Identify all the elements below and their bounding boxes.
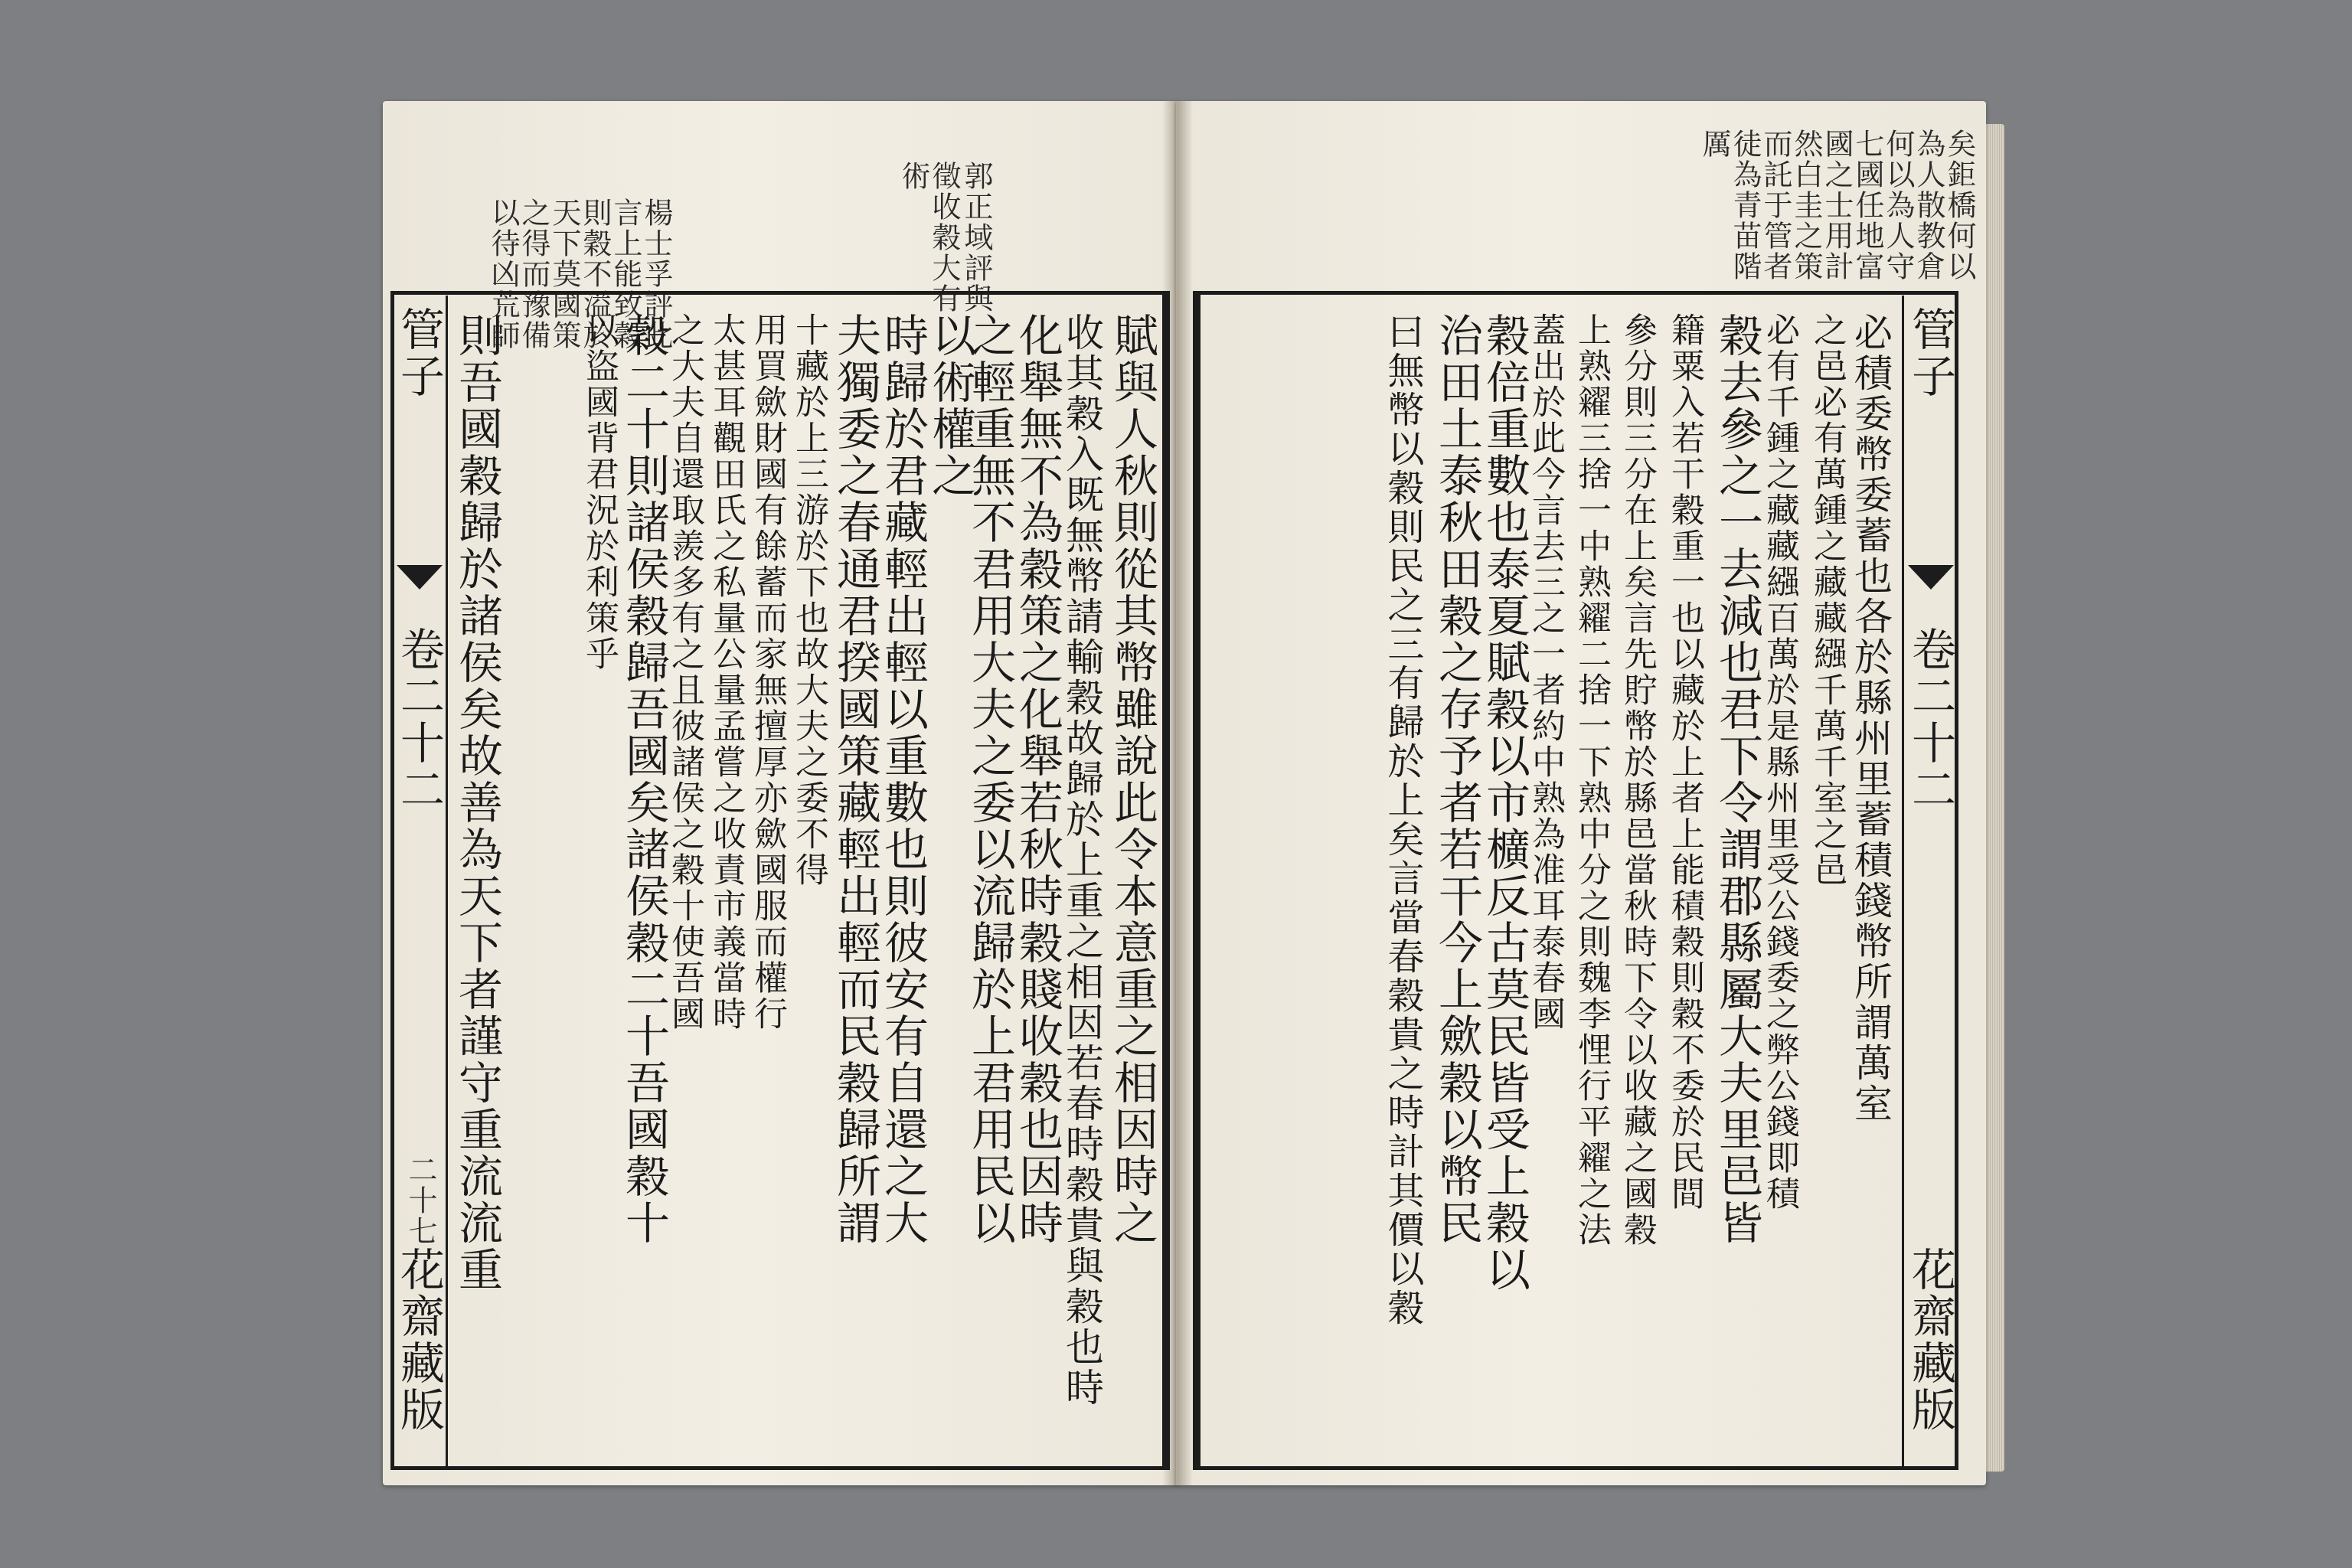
text-column: 必有千鍾之藏藏繦百萬於是縣州里受公錢委之弊公錢即積 [1760, 312, 1799, 1212]
margin-press: 花齋藏版 [1904, 1246, 1956, 1433]
text-column: 以術權之 [924, 312, 976, 499]
headnote: 術 [897, 161, 930, 191]
text-column: 籍粟入若干穀重一也以藏於上者上能積穀則穀不委於民間 [1665, 312, 1704, 1212]
text-column: 蓋出於此今言去三之一者約中熟為准耳泰春國 [1526, 312, 1565, 1032]
text-column: 太甚耳觀田氏之私量公量孟嘗之收責市義當時 [707, 312, 746, 1032]
headnote: 言上能致穀 [609, 198, 642, 351]
headnote: 天下莫國策 [547, 198, 581, 351]
headnote: 郭正域評與 [959, 161, 993, 314]
text-column: 夫獨委之春通君揆國策藏輕出輕而民穀歸所謂 [829, 312, 881, 1246]
text-column: 之大夫自還取羨多有之且彼諸侯之穀十使吾國 [665, 312, 704, 1032]
text-column: 之邑必有萬鍾之藏藏繦千萬千室之邑 [1808, 312, 1847, 888]
text-column: 參分則三分在上矣言先貯幣於縣邑當秋時下令以收藏之國穀 [1618, 312, 1657, 1248]
text-column: 曰無幣以穀則民之三有歸於上矣言當春穀貴之時計其價以穀 [1381, 312, 1424, 1328]
text-column: 用買歛財國有餘蓄而家無擅厚亦歛國服而權行 [748, 312, 787, 1032]
headnote: 七國任地富 [1851, 129, 1884, 282]
headnote: 矣鉅橋何以 [1942, 129, 1976, 282]
fish-tail-mark [1906, 564, 1955, 591]
text-column: 則吾國穀歸於諸侯矣故善為天下者謹守重流流重 [451, 312, 503, 1293]
text-column: 之輕重無不君用大夫之委以流歸於上君用民以 [964, 312, 1016, 1246]
headnote: 則穀不溢於 [578, 198, 612, 351]
margin-press: 花齋藏版 [393, 1246, 445, 1433]
text-column: 收其穀入既無幣請輸穀故歸於上重之相因若春時穀貴與穀也時 [1060, 312, 1104, 1408]
headnote: 然白圭之策 [1789, 129, 1823, 282]
margin-page-number: 二十七 [403, 1155, 437, 1246]
headnote: 徒為青苗階 [1728, 129, 1762, 282]
text-column: 穀二十則諸侯穀歸吾國矣諸侯穀二十吾國穀十 [618, 312, 670, 1246]
text-column: 賦與人秋則從其幣雖說此令本意重之相因時之 [1106, 312, 1158, 1246]
text-column: 治田土泰秋田穀之存予者若干今上歛穀以幣民 [1431, 312, 1483, 1246]
headnote: 國之士用計 [1820, 129, 1854, 282]
margin-book-title: 管子 [393, 306, 445, 400]
headnote: 徵收穀大有 [927, 161, 961, 314]
text-column: 十藏於上三游於下也故大夫之委不得 [789, 312, 828, 888]
headnote: 為人散教倉 [1912, 129, 1945, 282]
text-column: 時歸於君藏輕出輕以重數也則彼安有自還之大 [877, 312, 929, 1246]
headnote: 厲 [1697, 129, 1731, 159]
margin-book-title: 管子 [1904, 306, 1956, 400]
headnote: 而託于管者 [1759, 129, 1792, 282]
text-column: 穀倍重數也泰夏賦穀以市櫎反古莫民皆受上穀以 [1478, 312, 1530, 1293]
margin-volume: 卷二十二 [1904, 626, 1956, 813]
headnote: 之得而豫備 [517, 198, 550, 351]
margin-volume: 卷二十二 [393, 626, 445, 813]
headnote: 楊士孚評此 [639, 198, 673, 351]
text-column: 上熟糴三捨一中熟糴二捨一下熟中分之則魏李悝行平糴之法 [1572, 312, 1611, 1248]
text-column: 化舉無不為穀策之化舉若秋時穀賤收穀也因時 [1011, 312, 1063, 1246]
text-column: 必積委幣委蓄也各於縣州里蓄積錢幣所謂萬室 [1848, 312, 1893, 1124]
margin-rule [446, 296, 448, 1467]
text-column: 以盜國背君況於利策乎 [580, 312, 619, 672]
page-edges [1986, 124, 2004, 1472]
text-column: 穀去參之一去減也君下令謂郡縣屬大夫里邑皆 [1711, 312, 1763, 1246]
headnote: 何以為人守 [1881, 129, 1915, 282]
fish-tail-mark [395, 564, 444, 591]
open-book [366, 90, 2004, 1499]
headnote: 以待凶荒師 [486, 198, 520, 351]
